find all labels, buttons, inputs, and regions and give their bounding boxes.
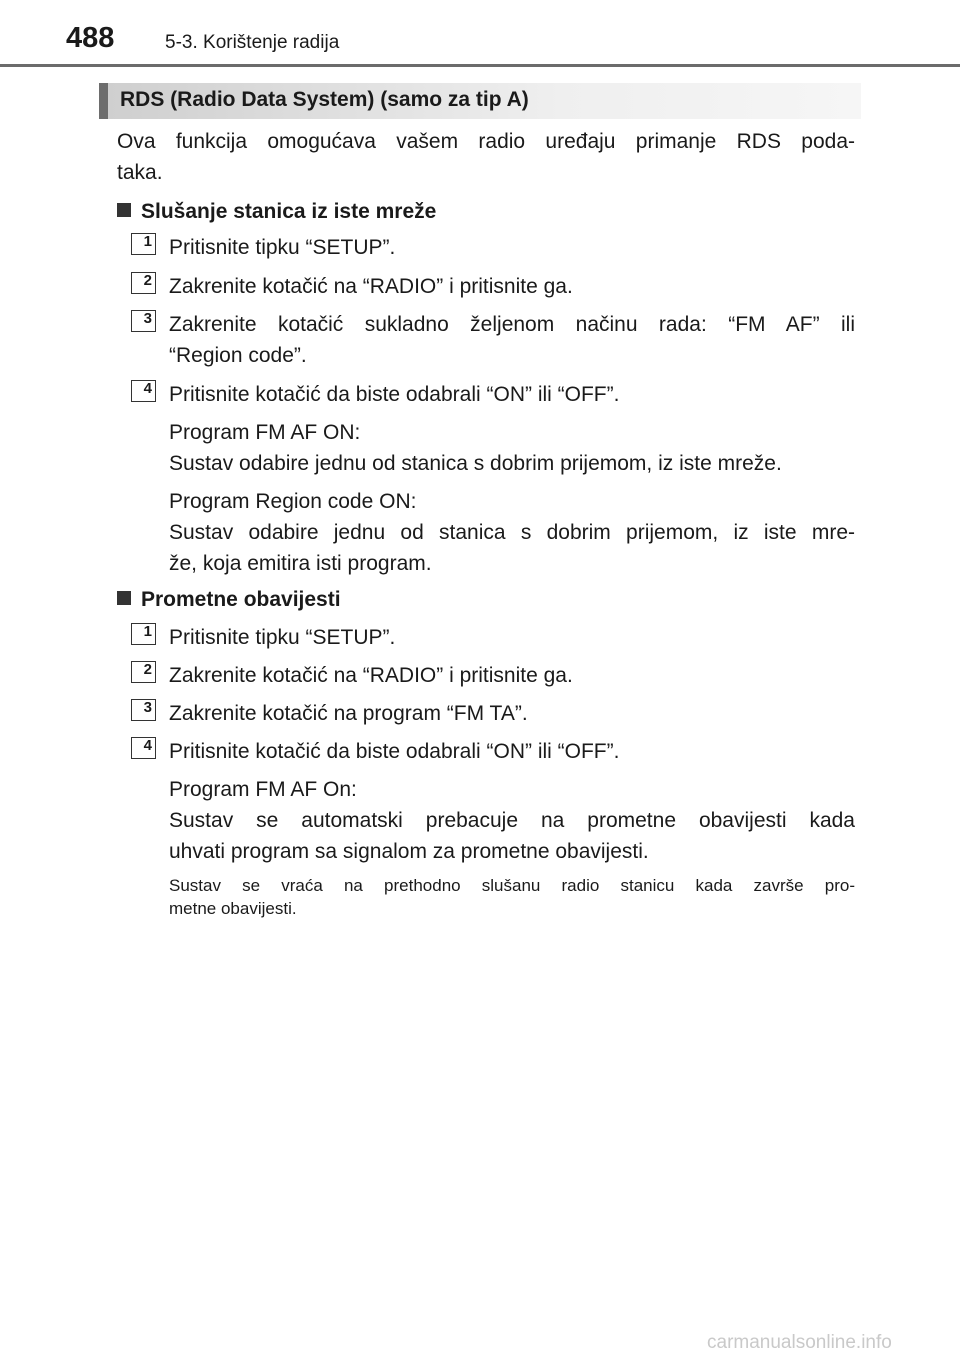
detail-text: Sustav odabire jednu od stanica s dobrim prijemom, iz iste mreže. xyxy=(169,452,782,475)
subheading-same-network xyxy=(117,200,436,224)
step-text: Zakrenite kotačić sukladno željenom načinu rada: “FM AF” ili xyxy=(169,313,855,336)
page-number: 488 xyxy=(66,22,115,54)
step-number-badge: 4 xyxy=(131,380,156,402)
step-text: Pritisnite tipku “SETUP”. xyxy=(169,626,396,649)
step-text: Zakrenite kotačić na program “FM TA”. xyxy=(169,702,528,725)
detail-text-cont: uhvati program sa signalom za prometne obavijesti. xyxy=(169,840,649,863)
watermark: carmanualsonline.info xyxy=(707,1332,892,1353)
detail-title: Program Region code ON: xyxy=(169,490,417,513)
detail-text: Sustav odabire jednu od stanica s dobrim prijemom, iz iste mre- xyxy=(169,521,855,544)
square-bullet-icon xyxy=(117,591,131,605)
step-text: Pritisnite kotačić da biste odabrali “ON” ili “OFF”. xyxy=(169,740,620,763)
subheading-label: Slušanje stanica iz iste mreže xyxy=(141,200,437,223)
chapter-title: 5-3. Korištenje radija xyxy=(165,32,340,53)
detail-title: Program FM AF On: xyxy=(169,778,357,801)
step-number-badge: 2 xyxy=(131,661,156,683)
step-number-badge: 1 xyxy=(131,623,156,645)
step-text-cont: “Region code”. xyxy=(169,344,307,367)
note-text-cont: metne obavijesti. xyxy=(169,899,297,918)
step-text: Pritisnite tipku “SETUP”. xyxy=(169,236,396,259)
subheading-label: Prometne obavijesti xyxy=(141,588,341,611)
step-text: Zakrenite kotačić na “RADIO” i pritisnite ga. xyxy=(169,664,573,687)
header-rule xyxy=(0,64,960,67)
detail-text: Sustav se automatski prebacuje na prometne obavijesti kada xyxy=(169,809,855,832)
intro-line-2: taka. xyxy=(117,161,163,184)
step-text: Pritisnite kotačić da biste odabrali “ON” ili “OFF”. xyxy=(169,383,620,406)
note-text: Sustav se vraća na prethodno slušanu radio stanicu kada završe pro- xyxy=(169,876,855,895)
square-bullet-icon xyxy=(117,203,131,217)
intro-line-1: Ova funkcija omogućava vašem radio uređaju primanje RDS poda- xyxy=(117,130,855,153)
step-number-badge: 1 xyxy=(131,233,156,255)
detail-title: Program FM AF ON: xyxy=(169,421,361,444)
detail-text-cont: že, koja emitira isti program. xyxy=(169,552,432,575)
step-text: Zakrenite kotačić na “RADIO” i pritisnite ga. xyxy=(169,275,573,298)
subheading-traffic xyxy=(117,588,341,612)
step-number-badge: 2 xyxy=(131,272,156,294)
section-header xyxy=(99,83,861,119)
step-number-badge: 4 xyxy=(131,737,156,759)
section-title: RDS (Radio Data System) (samo za tip A) xyxy=(120,88,529,111)
step-number-badge: 3 xyxy=(131,699,156,721)
step-number-badge: 3 xyxy=(131,310,156,332)
